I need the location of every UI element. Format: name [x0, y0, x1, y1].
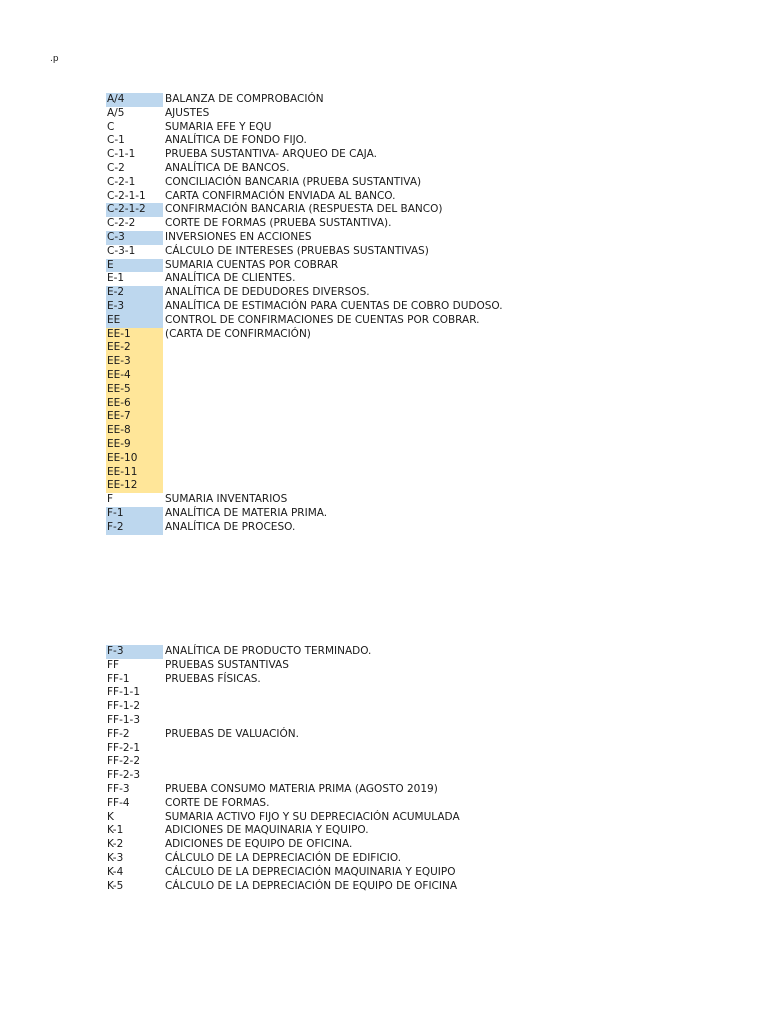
index-code: FF-3 [107, 782, 130, 795]
index-description: CONFIRMACIÓN BANCARIA (RESPUESTA DEL BANCO) [165, 203, 443, 216]
index-description: CÁLCULO DE LA DEPRECIACIÓN DE EQUIPO DE OFICINA [165, 879, 458, 892]
index-description: PRUEBAS DE VALUACIÓN. [165, 727, 299, 740]
index-row [106, 300, 666, 314]
index-code: E-1 [107, 272, 125, 285]
index-code: C-2-1-1 [107, 189, 146, 202]
index-row [106, 176, 666, 190]
index-description: CORTE DE FORMAS (PRUEBA SUSTANTIVA). [165, 217, 392, 230]
index-row [106, 314, 666, 328]
index-row [106, 355, 666, 369]
index-description: ANALÍTICA DE PRODUCTO TERMINADO. [165, 645, 372, 657]
index-code: C-2-2 [107, 217, 136, 230]
index-description: ANALÍTICA DE FONDO FIJO. [165, 134, 307, 147]
index-code: K-2 [107, 838, 124, 851]
index-row [106, 700, 666, 714]
index-row [106, 286, 666, 300]
index-row [106, 259, 666, 273]
index-code: E [106, 259, 163, 273]
index-code: A/4 [106, 93, 163, 107]
index-description: CÁLCULO DE INTERESES (PRUEBAS SUSTANTIVAS) [165, 244, 429, 257]
index-code: EE-1 [106, 328, 163, 342]
index-code: FF-1-2 [107, 700, 141, 713]
index-code: A/5 [107, 106, 125, 119]
index-description [163, 383, 165, 397]
index-row [106, 659, 666, 673]
index-row [106, 811, 666, 825]
index-row [106, 521, 666, 535]
index-row [106, 714, 666, 728]
index-row [106, 162, 666, 176]
index-description: ANALÍTICA DE MATERIA PRIMA. [165, 506, 328, 519]
index-code: K-3 [107, 851, 124, 864]
index-row [106, 866, 666, 880]
index-code: C-2-1 [107, 175, 136, 188]
index-row [106, 424, 666, 438]
index-row [106, 245, 666, 259]
index-code: FF [107, 658, 120, 671]
index-description [163, 742, 165, 756]
index-code: C-2-1-2 [106, 203, 163, 217]
index-code: F-1 [106, 507, 163, 521]
index-description: ANALÍTICA DE CLIENTES. [165, 272, 296, 285]
index-row [106, 824, 666, 838]
index-row [106, 107, 666, 121]
index-code: C-3 [106, 231, 163, 245]
index-code: FF-2-3 [107, 769, 141, 782]
index-row [106, 217, 666, 231]
index-description [163, 341, 165, 355]
index-code: FF-1 [107, 672, 130, 685]
index-block-1 [106, 93, 666, 535]
index-row [106, 742, 666, 756]
index-code: F [107, 493, 114, 506]
index-description [163, 769, 165, 783]
index-description [163, 700, 165, 714]
index-row [106, 341, 666, 355]
index-row [106, 493, 666, 507]
index-description: SUMARIA EFE Y EQU [165, 120, 272, 133]
index-row [106, 231, 666, 245]
index-description: AJUSTES [165, 106, 210, 119]
index-code: K-4 [107, 865, 124, 878]
index-code: EE-4 [106, 369, 163, 383]
index-code: C [107, 120, 115, 133]
index-code: C-1 [107, 134, 125, 147]
index-row [106, 769, 666, 783]
index-code: K-1 [107, 824, 124, 837]
index-code: FF-2-2 [107, 755, 141, 768]
index-code: EE-11 [106, 466, 163, 480]
index-description: SUMARIA CUENTAS POR COBRAR [165, 258, 339, 271]
index-code: EE-8 [106, 424, 163, 438]
index-code: F-2 [106, 521, 163, 535]
index-code: K-5 [107, 879, 124, 892]
index-description: INVERSIONES EN ACCIONES [165, 230, 312, 243]
index-description [163, 438, 165, 452]
index-row [106, 466, 666, 480]
index-row [106, 797, 666, 811]
index-row [106, 755, 666, 769]
index-row [106, 134, 666, 148]
index-description: CÁLCULO DE LA DEPRECIACIÓN DE EDIFICIO. [165, 851, 402, 864]
index-code: E-2 [106, 286, 163, 300]
index-row [106, 383, 666, 397]
index-row [106, 203, 666, 217]
index-description [163, 369, 165, 383]
index-description: SUMARIA INVENTARIOS [165, 493, 288, 506]
index-description: CONCILIACIÓN BANCARIA (PRUEBA SUSTANTIVA) [165, 175, 422, 188]
index-description: ADICIONES DE MAQUINARIA Y EQUIPO. [165, 824, 369, 837]
index-code: C-3-1 [107, 244, 136, 257]
index-row [106, 673, 666, 687]
index-row [106, 328, 666, 342]
index-description [163, 755, 165, 769]
index-description: PRUEBA CONSUMO MATERIA PRIMA (AGOSTO 2019) [165, 782, 438, 795]
index-row [106, 452, 666, 466]
index-description: CÁLCULO DE LA DEPRECIACIÓN MAQUINARIA Y EQUIPO [165, 865, 456, 878]
index-row [106, 190, 666, 204]
corner-mark: .p [50, 54, 59, 64]
index-description: CORTE DE FORMAS. [165, 796, 270, 809]
index-row [106, 880, 666, 894]
index-code: FF-2 [107, 727, 130, 740]
index-description: ANALÍTICA DE DEDUDORES DIVERSOS. [165, 286, 370, 299]
index-code: EE-7 [106, 410, 163, 424]
index-description: BALANZA DE COMPROBACIÓN [165, 93, 324, 105]
index-row [106, 93, 666, 107]
index-row [106, 272, 666, 286]
index-description: (CARTA DE CONFIRMACIÓN) [165, 327, 311, 340]
index-description: PRUEBA SUSTANTIVA- ARQUEO DE CAJA. [165, 148, 377, 161]
index-description: ANALÍTICA DE ESTIMACIÓN PARA CUENTAS DE COBRO DUDOSO. [165, 299, 503, 312]
index-row [106, 783, 666, 797]
index-row [106, 479, 666, 493]
index-row [106, 728, 666, 742]
index-description: SUMARIA ACTIVO FIJO Y SU DEPRECIACIÓN ACUMULADA [165, 810, 460, 823]
index-row [106, 645, 666, 659]
index-description [163, 410, 165, 424]
index-code: EE-10 [106, 452, 163, 466]
index-description [163, 479, 165, 493]
index-row [106, 397, 666, 411]
index-row [106, 507, 666, 521]
index-row [106, 410, 666, 424]
index-code: EE [106, 314, 163, 328]
index-description: PRUEBAS SUSTANTIVAS [165, 658, 289, 671]
index-code: EE-5 [106, 383, 163, 397]
index-code: C-2 [107, 161, 125, 174]
index-code: EE-9 [106, 438, 163, 452]
index-row [106, 369, 666, 383]
index-description: CARTA CONFIRMACIÓN ENVIADA AL BANCO. [165, 189, 396, 202]
index-description [163, 466, 165, 480]
index-description: PRUEBAS FÍSICAS. [165, 672, 261, 685]
index-code: EE-12 [106, 479, 163, 493]
index-code: FF-1-1 [107, 686, 141, 699]
index-description [163, 355, 165, 369]
index-code: EE-6 [106, 397, 163, 411]
index-description: ADICIONES DE EQUIPO DE OFICINA. [165, 838, 353, 851]
index-block-2 [106, 645, 666, 893]
index-code: EE-3 [106, 355, 163, 369]
index-code: EE-2 [106, 341, 163, 355]
index-code: K [107, 810, 114, 823]
index-code: FF-4 [107, 796, 130, 809]
index-code: FF-2-1 [107, 741, 141, 754]
index-row [106, 838, 666, 852]
index-description: ANALÍTICA DE PROCESO. [165, 520, 296, 533]
index-row [106, 852, 666, 866]
index-code: FF-1-3 [107, 713, 141, 726]
index-description [163, 397, 165, 411]
index-description [163, 424, 165, 438]
index-row [106, 686, 666, 700]
index-code: E-3 [106, 300, 163, 314]
index-description: ANALÍTICA DE BANCOS. [165, 161, 290, 174]
index-code: C-1-1 [107, 148, 136, 161]
index-row [106, 121, 666, 135]
index-row [106, 438, 666, 452]
index-description: CONTROL DE CONFIRMACIONES DE CUENTAS POR COBRAR. [165, 313, 480, 326]
index-code: F-3 [106, 645, 163, 659]
index-description [163, 686, 165, 700]
index-row [106, 148, 666, 162]
index-description [163, 452, 165, 466]
index-description [163, 714, 165, 728]
